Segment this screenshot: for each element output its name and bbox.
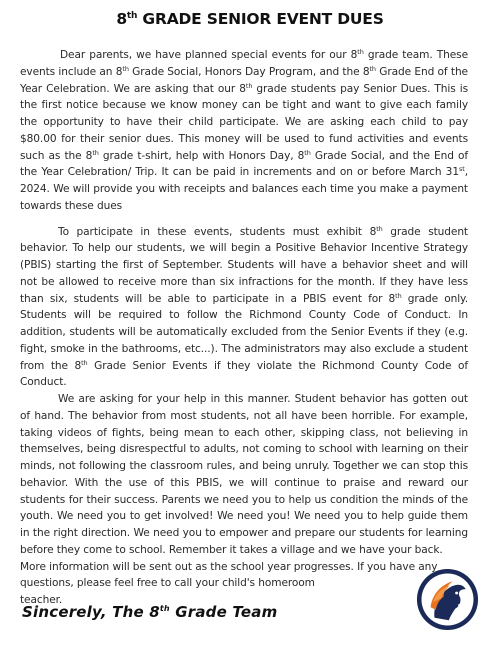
paragraph-more-info: More information will be sent out as the school year progresses. If you have any questions, please feel free to call your child's homeroom teacher.	[20, 560, 438, 606]
letter-body	[20, 47, 468, 609]
signature: Sincerely, The 8th Grade Team	[22, 603, 278, 621]
paragraph-behavior: To participate in these events, students must exhibit 8th grade student behavior. To help our students, we will begin a Positive Behavior Incentive Strategy (PBIS) starting the first of September. Students will have a behavior sheet and will not be allowed to receive more than six infractions for the month. If they have less than six, students will be able to participate in a PBIS event for 8th grade only. Students will be required to follow the Richmond County Code of Conduct. In addition, students will be automatically excluded from the Senior Events if they (e.g. fight, smoke in the bathrooms, etc...). The administrators may also exclude a student from the 8th Grade Senior Events if they violate the Richmond County Code of Conduct.	[20, 224, 469, 389]
paragraph-help: We are asking for your help in this manner. Student behavior has gotten out of hand. The behavior from most students, not all have been horrible. For example, taking videos of fights, being mean to each other, skipping class, not believing in themselves, being disrespectful to adults, not coming to school with learning on their minds, not following the classroom rules, and being unruly. Together we can stop this behavior. With the use of this PBIS, we will continue to praise and reward our students for their success. Parents we need you to help us condition the minds of the youth. We need you to get involved! We need you! We need you to help guide them in the right direction. We need you to empower and prepare our students for learning before they come to school. Remember it takes a village and we have your back.	[20, 393, 468, 556]
paragraph-dues: Dear parents, we have planned special events for our 8th grade team. These events include an 8th Grade Social, Honors Day Program, and the 8th Grade End of the Year Celebration. We are asking that our 8th grade students pay Senior Dues. This is the first notice because we know money can be tight and want to give each family the opportunity to have their child participate. We are asking each child to pay $80.00 for their senior dues. This money will be used to fund activities and events such as the 8th grade t-shirt, help with Honors Day, 8th Grade Social, and the End of the Year Celebration/ Trip. It can be paid in increments and on or before March 31st, 2024. We will provide you with receipts and balances each time you make a payment towards these dues	[20, 48, 469, 212]
bronco-mascot-logo-icon	[415, 567, 480, 632]
document-title: 8th GRADE SENIOR EVENT DUES	[116, 10, 384, 28]
